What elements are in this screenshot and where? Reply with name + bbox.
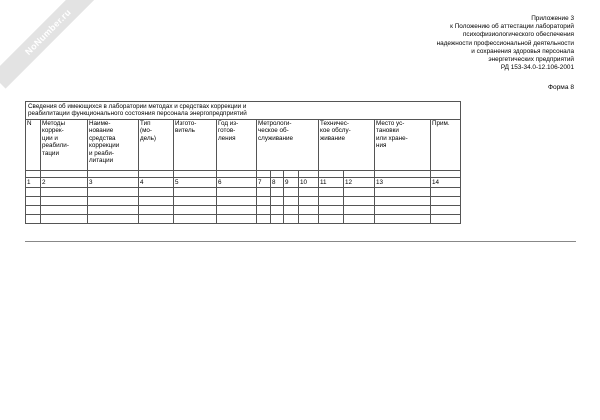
column-number: 6 <box>217 178 257 188</box>
table-cell <box>26 171 41 178</box>
column-number: 14 <box>431 178 461 188</box>
column-header: Тип (мо- дель) <box>139 120 174 171</box>
table-title <box>26 102 461 120</box>
table-cell <box>284 171 299 178</box>
table-cell <box>271 171 284 178</box>
column-number: 5 <box>174 178 217 188</box>
table-cell <box>431 171 461 178</box>
column-number: 9 <box>284 178 299 188</box>
column-number: 10 <box>299 178 319 188</box>
horizontal-divider <box>25 241 576 242</box>
header-line: надежности профессиональной деятельности <box>436 39 574 47</box>
header-line: психофизиологического обеспечения <box>462 31 574 39</box>
table-cell <box>257 171 271 178</box>
column-header: Метрологи- ческое об- служивание <box>257 120 319 171</box>
column-number: 8 <box>271 178 284 188</box>
document-header <box>437 15 574 72</box>
column-number: 1 <box>26 178 41 188</box>
column-number: 3 <box>88 178 139 188</box>
watermark-text: NoNumber.ru <box>23 7 73 57</box>
header-line: и сохранения здоровья персонала <box>471 47 574 55</box>
column-number: 11 <box>319 178 344 188</box>
table-row <box>26 206 461 215</box>
form-table <box>25 101 461 224</box>
column-number: 7 <box>257 178 271 188</box>
form-label: Форма 8 <box>547 84 574 91</box>
watermark <box>0 0 105 89</box>
table-cell <box>319 171 344 178</box>
column-header: Прим. <box>431 120 461 171</box>
column-header: N <box>26 120 41 171</box>
header-line: Приложение 3 <box>531 15 574 22</box>
column-header: Изгото- витель <box>174 120 217 171</box>
header-line: к Положению об аттестации лабораторий <box>450 23 574 31</box>
table-row <box>26 215 461 224</box>
column-header: Техничес- кое обслу- живание <box>319 120 375 171</box>
table-cell <box>299 171 319 178</box>
table-row <box>26 197 461 206</box>
table-cell <box>344 171 375 178</box>
table-title-line: реабилитации функционального состояния персонала энергопредприятий <box>28 110 247 118</box>
table-cell <box>88 171 139 178</box>
table-row <box>26 188 461 197</box>
table-cell <box>375 171 431 178</box>
column-header: Место ус- тановки или хране- ния <box>375 120 431 171</box>
column-number: 2 <box>41 178 88 188</box>
column-header: Наиме- нование средства коррекции и реаби- литации <box>88 120 139 171</box>
header-line: энергетических предприятий <box>488 56 574 64</box>
column-number: 13 <box>375 178 431 188</box>
header-line: РД 153-34.0-12.106-2001 <box>500 64 574 72</box>
table-cell <box>217 171 257 178</box>
table-title-line: Сведения об имеющихся в лаборатории методах и средствах коррекции и <box>28 103 247 110</box>
column-header: Методы коррек- ции и реабили- тации <box>41 120 88 171</box>
table-cell <box>174 171 217 178</box>
column-number: 12 <box>344 178 375 188</box>
column-number: 4 <box>139 178 174 188</box>
table-cell <box>41 171 88 178</box>
table-cell <box>139 171 174 178</box>
column-header: Год из- готов- ления <box>217 120 257 171</box>
